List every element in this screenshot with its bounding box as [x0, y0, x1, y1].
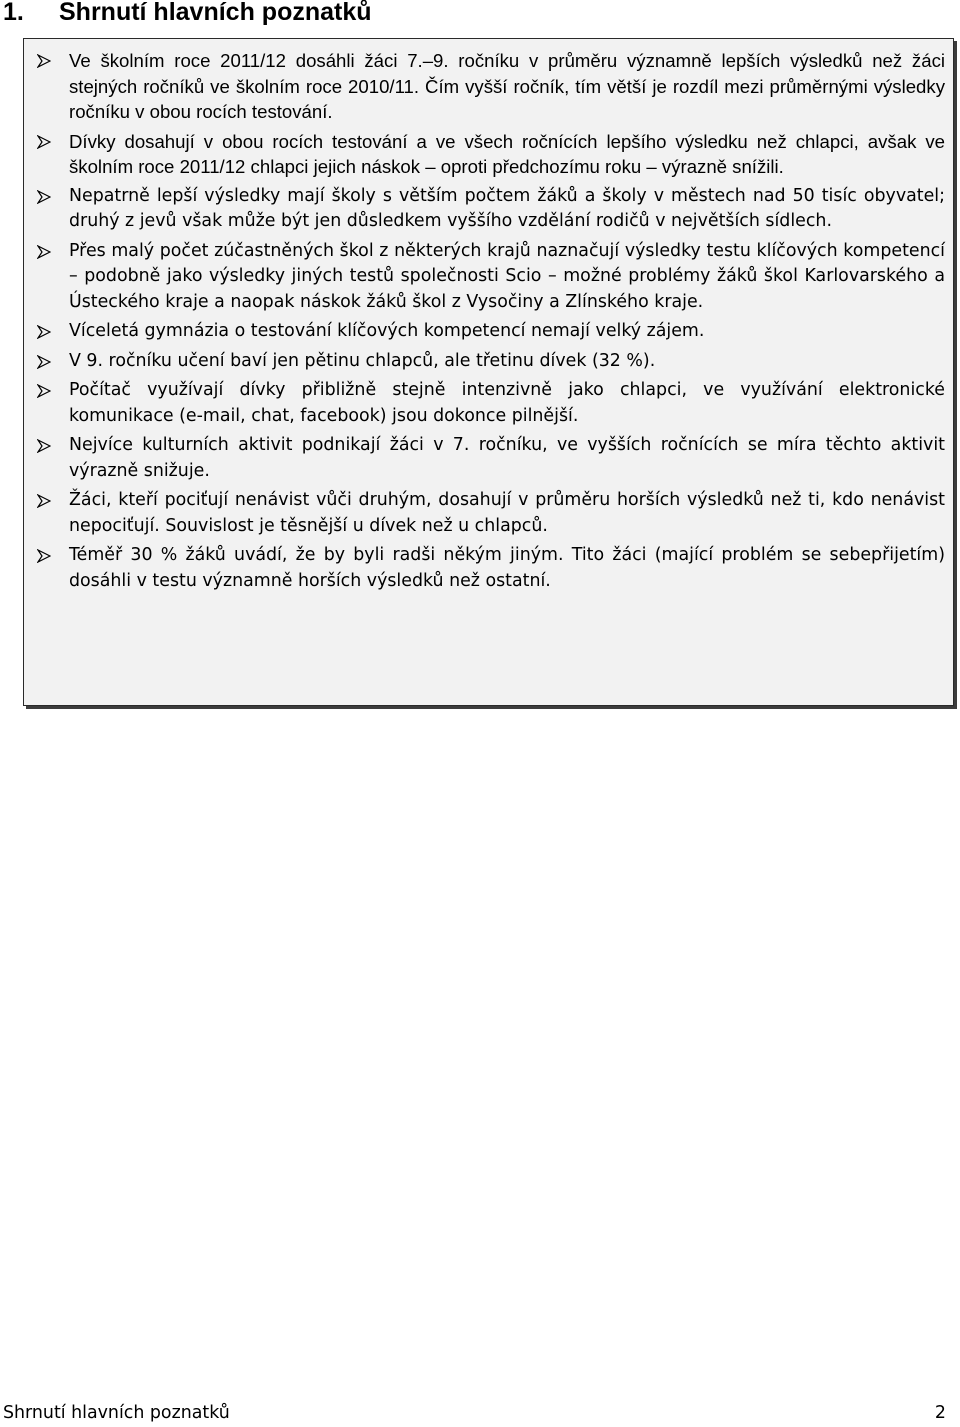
summary-item-text: Dívky dosahují v obou rocích testování a ve všech ročnících lepšího výsledku než chlapci, avšak ve školním roce 2011/12 chlapci jejich náskok – oproti předchozímu roku – výrazně snížili. — [69, 130, 945, 177]
summary-item — [24, 433, 945, 484]
summary-item-text: Nejvíce kulturních aktivit podnikají žáci v 7. ročníku, ve vyšších ročnících se míra těchto aktivit výrazně snižuje. — [69, 435, 945, 481]
section-number: 1. — [3, 0, 24, 26]
summary-item-text: Téměř 30 % žáků uvádí, že by byli radši někým jiným. Tito žáci (mající problém se sebepřijetím) dosáhli v testu významně horších výsledků než ostatní. — [69, 545, 945, 591]
arrowhead-bullet-icon — [37, 54, 51, 68]
arrowhead-bullet-icon — [37, 355, 51, 369]
section-title: Shrnutí hlavních poznatků — [59, 0, 372, 26]
summary-item-text: Přes malý počet zúčastněných škol z některých krajů naznačují výsledky testu klíčových kompetencí – podobně jako výsledky jiných testů společnosti Scio – možné problémy žáků škol Karlovarského a Ústeckého kraje a naopak náskok žáků škol z Vysočiny a Zlínského kraje. — [69, 240, 945, 312]
summary-item — [24, 488, 945, 539]
arrowhead-bullet-icon — [37, 549, 51, 563]
summary-item — [24, 378, 945, 429]
footer-page-number: 2 — [934, 1403, 946, 1423]
section-heading — [3, 0, 372, 27]
summary-item-text: Víceletá gymnázia o testování klíčových kompetencí nemají velký zájem. — [69, 321, 705, 341]
arrowhead-bullet-icon — [37, 325, 51, 339]
summary-item — [24, 184, 945, 235]
summary-item-text: Nepatrně lepší výsledky mají školy s větším počtem žáků a školy v městech nad 50 tisíc obyvatel; druhý z jevů však může být jen důsledkem vyššího vzdělání rodičů v největších sídlech. — [69, 185, 945, 231]
arrowhead-bullet-icon — [37, 494, 51, 508]
arrowhead-bullet-icon — [37, 190, 51, 204]
summary-item-text: Počítač využívají dívky přibližně stejně intenzivně jako chlapci, ve využívání elektronické komunikace (e-mail, chat, facebook) jsou dokonce pilnější. — [69, 380, 945, 426]
summary-item-text: V 9. ročníku učení baví jen pětinu chlapců, ale třetinu dívek (32 %). — [69, 350, 656, 371]
arrowhead-bullet-icon — [37, 245, 51, 259]
footer-section-title: Shrnutí hlavních poznatků — [3, 1403, 230, 1423]
summary-box — [23, 38, 954, 706]
arrowhead-bullet-icon — [37, 384, 51, 398]
summary-item — [24, 129, 945, 180]
summary-item — [24, 319, 945, 345]
summary-item — [24, 349, 945, 375]
summary-item — [24, 543, 945, 594]
arrowhead-bullet-icon — [37, 135, 51, 149]
summary-item — [24, 48, 945, 125]
summary-item — [24, 239, 945, 316]
arrowhead-bullet-icon — [37, 439, 51, 453]
summary-item-text: Ve školním roce 2011/12 dosáhli žáci 7.–9. ročníku v průměru významně lepších výsledků než žáci stejných ročníků ve školním roce 2010/11. Čím vyšší ročník, tím větší je rozdíl mezi průměrnými výsledky ročníku v obou rocích testování. — [69, 50, 945, 122]
summary-item-text: Žáci, kteří pociťují nenávist vůči druhým, dosahují v průměru horších výsledků než ti, kdo nenávist nepociťují. Souvislost je těsnější u dívek než u chlapců. — [69, 490, 945, 536]
